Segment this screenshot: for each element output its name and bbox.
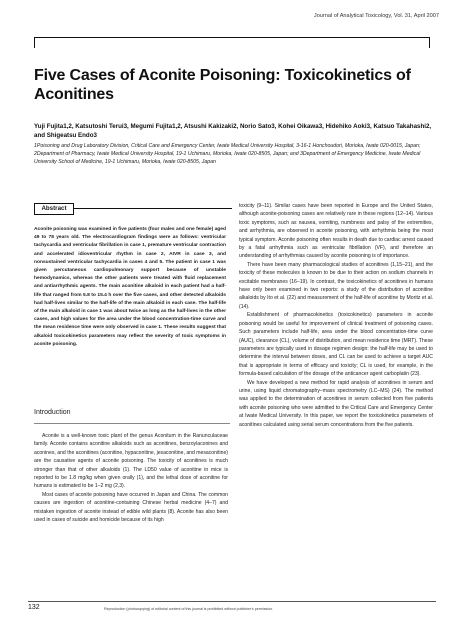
affiliations: 1Poisoning and Drug Laboratory Division, Critical Care and Emergency Center, Iwate Medical University Hospital, 3-16-1 Honchoudori, Morioka, Iwate 020-0015, Japan; 2Department of Pharmacy, Iwate Medical University Hospital, 19-1 Uchimaru, Morioka, Iwate 020-8505, Japan; and 3Department of Emergency Medicine, Iwate Medical University School of Medicine, 19-1 Uchimaru, Morioka, Iwate 020-8505, Japan [34, 143, 421, 165]
paper-title: Five Cases of Aconite Poisoning: Toxicokinetics of Aconitines [34, 67, 411, 103]
abstract-heading: Abstract [34, 203, 74, 215]
body-paragraph: We have developed a new method for rapid analysis of aconitines in serum and urine, using liquid chromatography–mass spectrometry (LC–MS) (24). The method was applied to the determination of aconitines in serum collected from five patients with aconite poisoning who were admitted to the Critical Care and Emergency Center at Iwate Medical University. In this paper, we report the toxicokinetics parameters of aconitines calculated using serial serum concentrations from the five patients. [239, 379, 433, 428]
intro-paragraph: Aconite is a well-known toxic plant of the genus Aconitum in the Ranunculaceae family. Aconite contains aconitine alkaloids such as aconitines, benzoylaconines and aconines, and the aconitines (aconitine, hypaconitine, jesaconitine, and mesaconitine) are the causative agents of aconite poisoning. The toxicity of aconitines is much stronger than that of other alkaloids (1). The LD50 value of aconitine in mice is reported to be 1.8 mg/kg when given orally (1), and the lethal dose of aconitine for humans is estimated to be 1–2 mg (2,3). [34, 433, 228, 490]
right-column-body [239, 202, 433, 429]
reproduction-notice: Reproduction (photocopying) of editorial content of this journal is prohibited without publisher's permission. [104, 607, 274, 611]
body-paragraph: toxicity (9–11). Similar cases have been reported in Europe and the United States, although aconite-poisoning cases are relatively rare in these regions (12–14). Various toxic symptoms, such as nausea, vomiting, numbness and palsy of the extremities, and arrhythmia, are observed in aconite poisoning, with arrhythmia being the most typical symptom. Aconite poisoning often results in death due to cardiac arrest caused by a fatal arrhythmia such as ventricular fibrillation (VF), and therefore an understanding of arrhythmias caused by aconite poisoning is of importance. [239, 203, 433, 260]
introduction-divider [34, 423, 230, 424]
introduction-heading: Introduction [34, 409, 71, 416]
intro-paragraph: Most cases of aconite poisoning have occurred in Japan and China. The common causes are ingestion of aconitine-containing Chinese herbal medicine (4–7) and mistaken ingestion of aconite instead of edible wild plants (8). Aconite has also been used in cases of suicide and homicide because of its high [34, 491, 228, 524]
abstract-body: Aconite poisoning was examined in five patients (four males and one female) aged 49 to 78 years old. The electrocardiogram findings were as follows: ventricular tachycardia and ventricular fibrillation in case 1, premature ventricular contraction and accelerated idioventricular rhythm in case 2, AIVR in case 3, and nonsustained ventricular tachycardia in cases 4 and 5. The patient in case 1 was given percutaneous cardiopulmonary support because of unstable hemodynamics, whereas the other patients were treated with fluid replacement and antiarrhythmic agents. The main aconitine alkaloid in each patient had a half-life that ranged from 5.8 to 15.4 h over the five cases, and other detected alkaloids had half-lives similar to the half-life of the main alkaloid in each case. The half-life of the main alkaloid in case 1 was about twice as long as the half-lives in the other cases, and high values for the area under the blood concentration-time curve and the mean residence time were only observed in case 1. These results suggest that alkaloid toxicokinetics parameters may reflect the severity of toxic symptoms in aconite poisoning. [34, 227, 226, 347]
journal-citation: Journal of Analytical Toxicology, Vol. 31, April 2007 [313, 13, 439, 19]
page-number: 132 [28, 604, 40, 611]
body-paragraph: Establishment of pharmacokinetics (toxicokinetics) parameters in aconite poisoning would be useful for improvement of clinical treatment of poisoning cases. Such parameters include half-life, area under the blood concentration-time curve (AUC), clearance (CL), volume of distribution, and mean residence time (MRT). These parameters are typically used in dosage regimen design: the half-life may be used to determine the interval between doses, and CL can be used to achieve a target AUC that is appropriate in terms of efficacy and toxicity; CL is used, for example, in the formula-based calculation of the dosage of the anticancer agent carboplatin (23). [239, 312, 434, 378]
introduction-body [34, 432, 228, 524]
header-frame [34, 37, 430, 48]
author-list: Yuji Fujita1,2, Katsutoshi Terui3, Megumi Fujita1,2, Atsushi Kakizaki2, Norio Sato3, Kohei Oikawa3, Hidehiko Aoki3, Katsuo Takahashi2, and Shigeatsu Endo3 [34, 123, 432, 139]
body-paragraph: There have been many pharmacological studies of aconitines (1,15–21), and the toxicity of these molecules is known to be due to their action on sodium channels in excitable membranes (16–19). In contrast, the toxicokinetics of aconitines in humans have only been examined in two reports: a study of the distribution of aconitine alkaloids by Ito et al. (22) and measurement of the half-life of aconitine by Moritz et al. (14). [239, 261, 433, 310]
footer-divider [28, 601, 436, 602]
abstract-divider [74, 208, 232, 209]
